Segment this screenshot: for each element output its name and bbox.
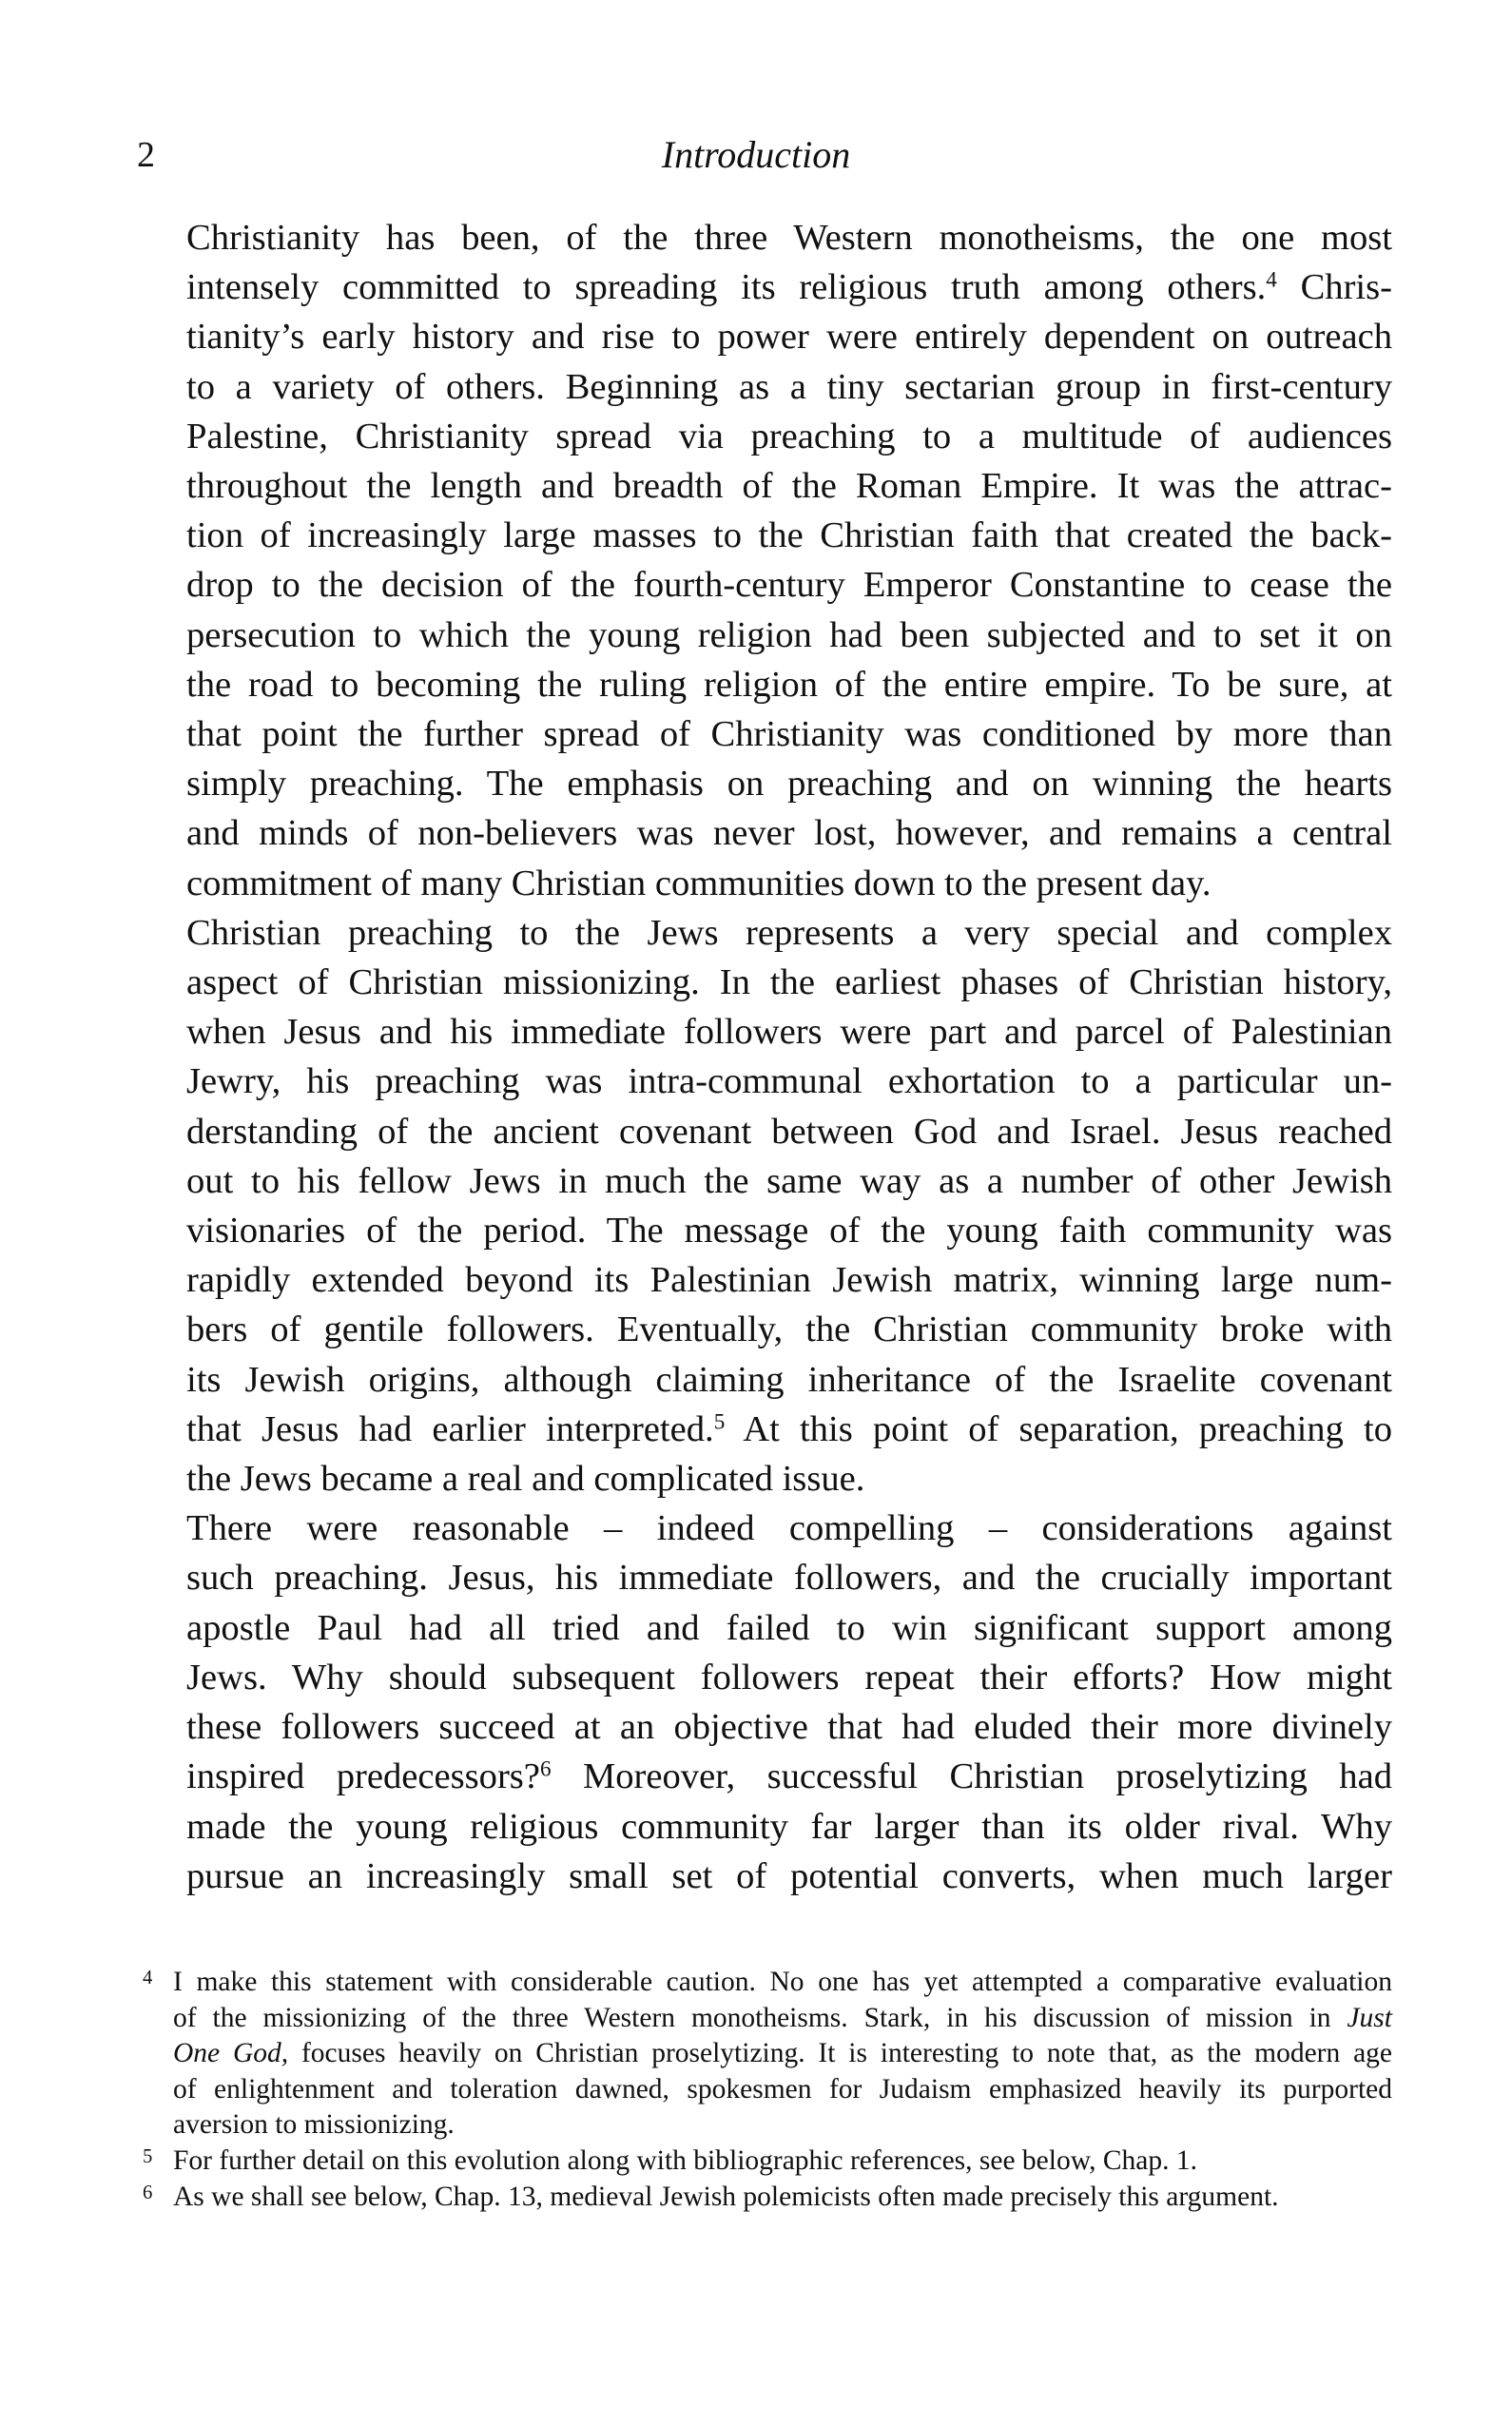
text-line: when Jesus and his immediate followers were part and parcel of Palestinian (186, 1012, 1392, 1053)
text-line: aspect of Christian missionizing. In the earliest phases of Christian history, (186, 962, 1392, 1003)
text-line: drop to the decision of the fourth-century Emperor Constantine to cease the (186, 565, 1392, 606)
text-line: visionaries of the period. The message of the young faith community was (186, 1211, 1392, 1251)
text-line-segment: inspired predecessors? (186, 1756, 540, 1797)
page-number: 2 (137, 135, 155, 175)
text-line: Palestine, Christianity spread via preaching to a multitude of audiences (186, 416, 1392, 456)
text-line-segment: Moreover, successful Christian proselytizing had (551, 1756, 1392, 1797)
footnote-line: of enlightenment and toleration dawned, spokesmen for Judaism emphasized heavily its purported (173, 2073, 1392, 2105)
text-line: its Jewish origins, although claiming inheritance of the Israelite covenant (186, 1359, 1392, 1400)
footnote-6 (143, 2180, 1392, 2216)
footnotes (143, 1965, 1392, 2215)
text-line: Christian preaching to the Jews represents a very special and complex (186, 912, 1392, 953)
footnote-line (173, 2001, 1392, 2037)
footnote-5 (143, 2144, 1392, 2180)
text-line: commitment of many Christian communities down to the present day. (186, 863, 1212, 903)
text-line-segment: that Jesus had earlier interpreted. (186, 1408, 714, 1449)
text-line: simply preaching. The emphasis on preaching and on winning the hearts (186, 764, 1392, 805)
text-line: to a variety of others. Beginning as a tiny sectarian group in first-century (186, 366, 1392, 407)
paragraph-1 (143, 213, 1392, 908)
text-line: rapidly extended beyond its Palestinian Jewish matrix, winning large num- (186, 1260, 1392, 1301)
text-line: Christianity has been, of the three Western monotheisms, the one most (186, 218, 1392, 258)
text-line: persecution to which the young religion had been subjected and to set it on (186, 614, 1392, 655)
text-line: throughout the length and breadth of the Roman Empire. It was the attrac- (186, 466, 1392, 507)
text-line: such preaching. Jesus, his immediate followers, and the crucially important (186, 1558, 1392, 1599)
text-line: tianity’s early history and rise to power were entirely dependent on outreach (186, 317, 1392, 358)
footnote-mark: 5 (143, 2145, 153, 2167)
footnote-line: For further detail on this evolution along with bibliographic references, see below, Chap. 1. (173, 2144, 1198, 2176)
footnote-ref-5[interactable]: 5 (713, 1409, 726, 1435)
text-line: Jews. Why should subsequent followers repeat their efforts? How might (186, 1657, 1392, 1698)
text-line-segment: Chris- (1276, 267, 1393, 308)
book-title: One God, (173, 2038, 289, 2069)
text-line: apostle Paul had all tried and failed to win significant support among (186, 1607, 1392, 1648)
text-line-segment: At this point of separation, preaching to (725, 1408, 1392, 1449)
footnote-line-segment: of the missionizing of the three Western monotheisms. Stark, in his discussion of mission in (173, 2002, 1347, 2033)
footnote-ref-6[interactable]: 6 (539, 1756, 552, 1782)
text-line: that point the further spread of Christianity was conditioned by more than (186, 714, 1392, 755)
text-line: There were reasonable – indeed compelling – considerations against (186, 1508, 1392, 1549)
text-line: derstanding of the ancient covenant between God and Israel. Jesus reached (186, 1111, 1392, 1152)
paragraph-2 (143, 908, 1392, 1504)
text-line: tion of increasingly large masses to the Christian faith that created the back- (186, 515, 1392, 556)
text-line-segment: intensely committed to spreading its religious truth among others. (186, 267, 1267, 308)
paragraph-3 (143, 1504, 1392, 1901)
text-line (143, 262, 1392, 312)
footnote-line: aversion to missionizing. (173, 2109, 455, 2141)
footnote-ref-4[interactable]: 4 (1266, 267, 1277, 293)
book-title: Just (1347, 2002, 1392, 2033)
text-line: the road to becoming the ruling religion of the entire empire. To be sure, at (186, 664, 1392, 705)
text-line: pursue an increasingly small set of potential converts, when much larger (186, 1855, 1392, 1896)
text-line: these followers succeed at an objective that had eluded their more divinely (186, 1707, 1392, 1748)
footnote-4 (143, 1965, 1392, 2144)
text-line (143, 1405, 1392, 1454)
text-line: and minds of non-believers was never lost, however, and remains a central (186, 813, 1392, 854)
footnote-line-segment: focuses heavily on Christian proselytizing. It is interesting to note that, as the modern age (288, 2038, 1393, 2069)
text-line (143, 1752, 1392, 1801)
footnote-line: I make this statement with considerable caution. No one has yet attempted a comparative evaluation (173, 1967, 1392, 1997)
text-line: out to his fellow Jews in much the same way as a number of other Jewish (186, 1160, 1392, 1201)
text-line: the Jews became a real and complicated issue. (186, 1459, 865, 1500)
running-head: Introduction (661, 133, 851, 176)
footnote-line (173, 2036, 1392, 2072)
body-text (143, 213, 1392, 1901)
footnote-mark: 6 (143, 2182, 153, 2203)
text-line: made the young religious community far larger than its older rival. Why (186, 1806, 1392, 1847)
text-line: Jewry, his preaching was intra-communal exhortation to a particular un- (186, 1061, 1392, 1102)
footnote-mark: 4 (143, 1968, 153, 1988)
text-line: bers of gentile followers. Eventually, the Christian community broke with (186, 1310, 1392, 1350)
footnote-line: As we shall see below, Chap. 13, medieval Jewish polemicists often made precisely this argument. (173, 2181, 1279, 2212)
